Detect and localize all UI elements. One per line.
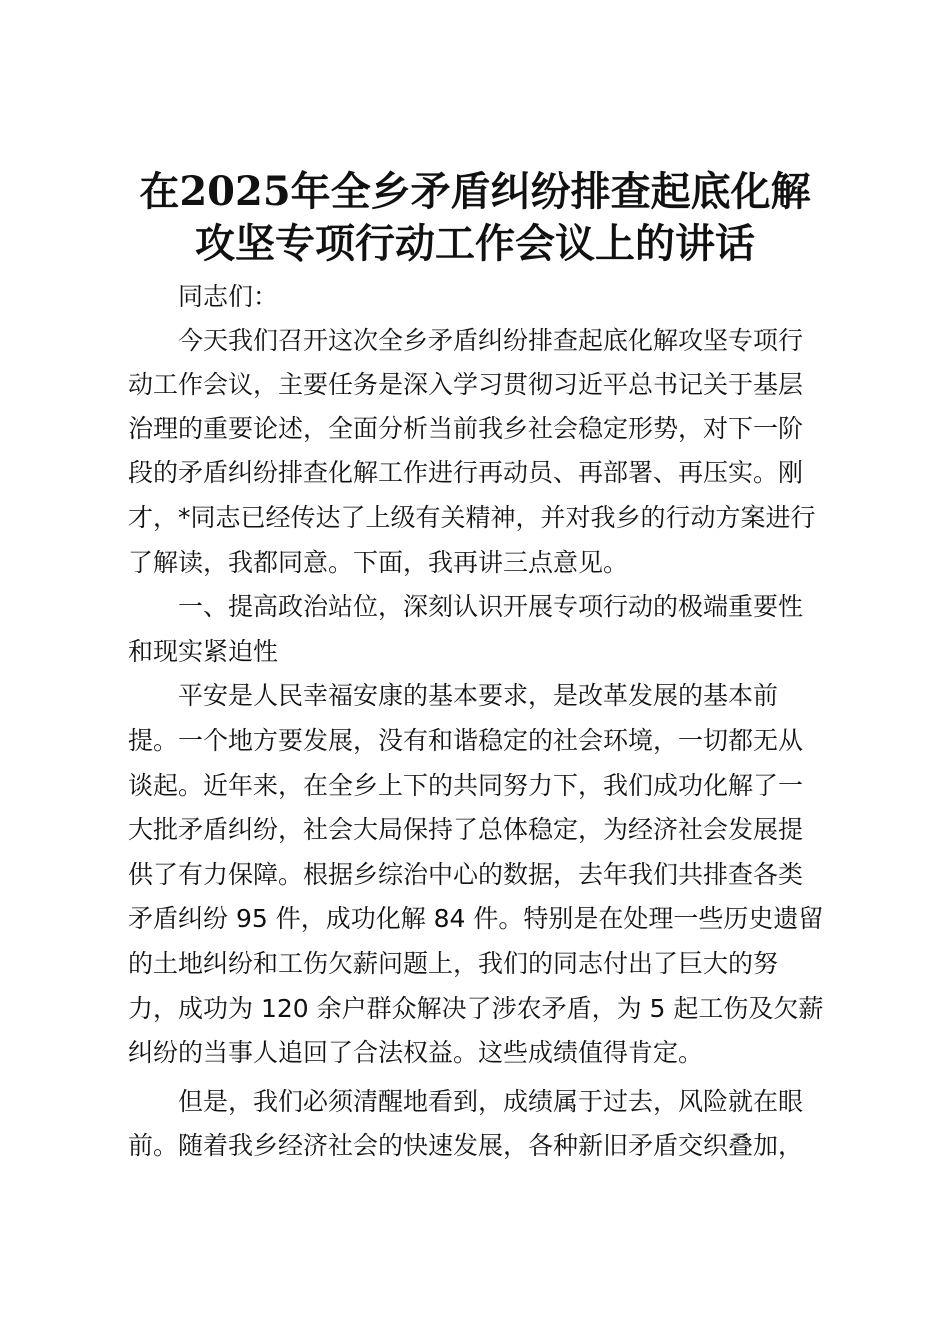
- paragraph-line: 了解读，我都同意。下面，我再讲三点意见。: [128, 548, 629, 577]
- document-title-line-2: 攻坚专项行动工作会议上的讲话: [195, 220, 755, 267]
- salutation: 同志们：: [178, 282, 279, 311]
- paragraph-line: 治理的重要论述，全面分析当前我乡社会稳定形势，对下一阶: [128, 414, 804, 443]
- paragraph-line: 纠纷的当事人追回了合法权益。这些成绩值得肯定。: [128, 1038, 704, 1067]
- paragraph-line: 供了有力保障。根据乡综治中心的数据，去年我们共排查各类: [128, 860, 804, 889]
- paragraph-line: 平安是人民幸福安康的基本要求，是改革发展的基本前: [178, 681, 779, 710]
- paragraph-line: 今天我们召开这次全乡矛盾纠纷排查起底化解攻坚专项行: [178, 326, 804, 355]
- paragraph-line: 力，成功为 120 余户群众解决了涉农矛盾，为 5 起工伤及欠薪: [128, 994, 824, 1023]
- paragraph-line: 动工作会议，主要任务是深入学习贯彻习近平总书记关于基层: [128, 370, 804, 399]
- paragraph-line: 大批矛盾纠纷，社会大局保持了总体稳定，为经济社会发展提: [128, 815, 804, 844]
- paragraph-line: 提。一个地方要发展，没有和谐稳定的社会环境，一切都无从: [128, 726, 804, 755]
- paragraph-line: 段的矛盾纠纷排查化解工作进行再动员、再部署、再压实。刚: [128, 458, 804, 487]
- section-heading-line: 和现实紧迫性: [128, 637, 279, 666]
- paragraph-line: 前。随着我乡经济社会的快速发展，各种新旧矛盾交织叠加，: [128, 1131, 804, 1160]
- paragraph-line: 才，*同志已经传达了上级有关精神，并对我乡的行动方案进行: [128, 503, 816, 532]
- document-title-line-1: 在2025年全乡矛盾纠纷排查起底化解: [139, 168, 811, 215]
- section-heading-line: 一、提高政治站位，深刻认识开展专项行动的极端重要性: [178, 592, 804, 621]
- paragraph-line: 矛盾纠纷 95 件，成功化解 84 件。特别是在处理一些历史遗留: [128, 904, 824, 933]
- paragraph-line: 谈起。近年来，在全乡上下的共同努力下，我们成功化解了一: [128, 771, 804, 800]
- paragraph-line: 的土地纠纷和工伤欠薪问题上，我们的同志付出了巨大的努: [128, 949, 779, 978]
- paragraph-line: 但是，我们必须清醒地看到，成绩属于过去，风险就在眼: [178, 1087, 804, 1116]
